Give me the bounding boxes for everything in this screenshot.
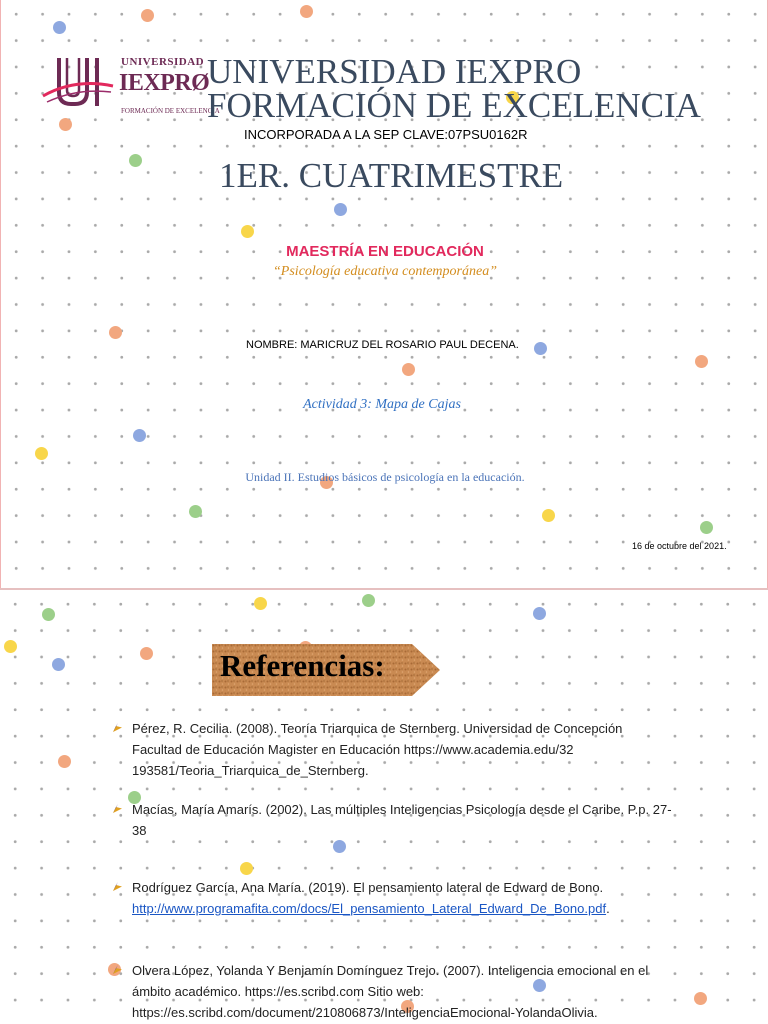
reference-text: Pérez, R. Cecilia. (2008). Teoría Triarquica de Sternberg. Universidad de Concepción Facultad de Educación Magister en Educación https://www.academia.edu/32 193581/Teoria_Triarquica_de_Sternberg.	[132, 721, 623, 778]
arrow-bullet-icon	[113, 723, 122, 732]
reference-item	[132, 718, 672, 781]
unit-title: Unidad II. Estudios básicos de psicología en la educación.	[245, 470, 525, 484]
confetti-dot	[254, 597, 267, 610]
arrow-bullet-icon	[113, 804, 122, 813]
reference-text: Olvera López, Yolanda Y Benjamín Domínguez Trejo. (2007). Inteligencia emocional en el ámbito académico. https://es.scribd.com Sitio web: https://es.scribd.com/document/210806873/InteligenciaEmocional-YolandaOlivia.	[132, 963, 649, 1020]
activity-title: Actividad 3: Mapa de Cajas	[303, 397, 461, 412]
confetti-dot	[42, 608, 55, 621]
university-title: UNIVERSIDAD IEXPRO	[207, 52, 582, 91]
confetti-dot	[133, 429, 146, 442]
confetti-dot	[189, 505, 202, 518]
references-page	[0, 590, 768, 1024]
confetti-dot	[58, 755, 71, 768]
program-name: MAESTRÍA EN EDUCACIÓN	[286, 243, 484, 260]
confetti-dot	[129, 154, 142, 167]
confetti-dot	[4, 640, 17, 653]
confetti-dot	[300, 5, 313, 18]
arrow-bullet-icon	[113, 882, 122, 891]
reference-item	[132, 799, 672, 841]
confetti-dot	[542, 509, 555, 522]
term-title: 1ER. CUATRIMESTRE	[219, 156, 564, 195]
references-heading: Referencias:	[220, 648, 385, 683]
arrow-bullet-icon	[113, 965, 122, 974]
confetti-dot	[334, 203, 347, 216]
confetti-dot	[333, 840, 346, 853]
reference-link-tail: .	[606, 901, 610, 916]
confetti-dot	[694, 992, 707, 1005]
confetti-dot	[240, 862, 253, 875]
student-name: NOMBRE: MARICRUZ DEL ROSARIO PAUL DECENA.	[246, 339, 519, 351]
confetti-dot	[700, 521, 713, 534]
confetti-dot	[52, 658, 65, 671]
confetti-dot	[35, 447, 48, 460]
reference-text: Rodríguez García, Ana María. (2019). El pensamiento lateral de Edward de Bono.	[132, 880, 604, 895]
confetti-dot	[534, 342, 547, 355]
confetti-dot	[533, 607, 546, 620]
reference-item	[132, 877, 672, 919]
confetti-dot	[362, 594, 375, 607]
subject-name: “Psicología educativa contemporánea”	[273, 264, 497, 279]
logo-text-university: UNIVERSIDAD	[121, 56, 205, 68]
confetti-dot	[241, 225, 254, 238]
reference-item	[132, 960, 672, 1023]
confetti-dot	[141, 9, 154, 22]
reference-link[interactable]: http://www.programafita.com/docs/El_pensamiento_Lateral_Edward_De_Bono.pdf	[132, 901, 607, 916]
confetti-dot	[53, 21, 66, 34]
confetti-dot	[109, 326, 122, 339]
logo-text-iexpro: IEXPRØ	[119, 70, 210, 96]
confetti-dot	[402, 363, 415, 376]
reference-text: Macías, María Amarís. (2002). Las múltiples Inteligencias Psicología desde el Caribe. P.p. 27-38	[132, 802, 672, 838]
incorporation-code: INCORPORADA A LA SEP CLAVE:07PSU0162R	[244, 127, 528, 142]
logo-text-tagline: FORMACIÓN DE EXCELENCIA	[121, 107, 220, 115]
document-date: 16 de octubre del 2021.	[632, 541, 727, 551]
university-motto: FORMACIÓN DE EXCELENCIA	[207, 86, 701, 125]
confetti-dot	[695, 355, 708, 368]
confetti-dot	[140, 647, 153, 660]
